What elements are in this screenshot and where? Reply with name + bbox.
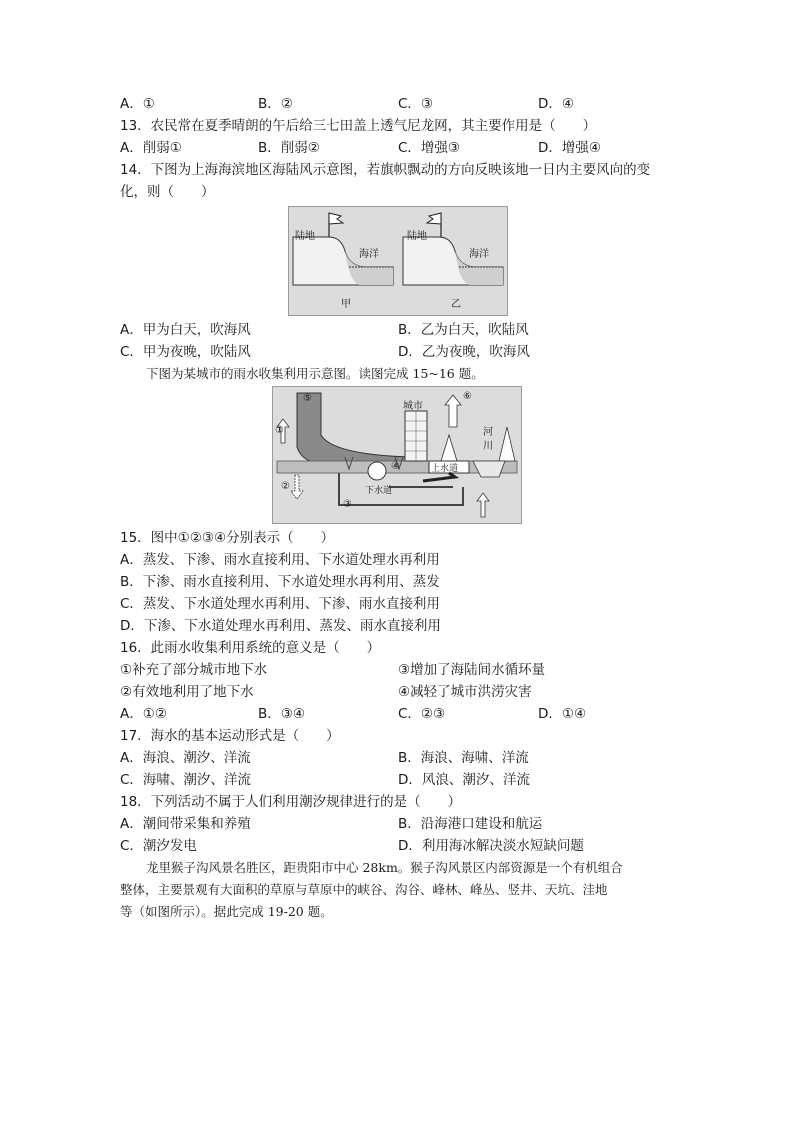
flag-jia-icon	[329, 213, 343, 224]
q16-option-c: C．②③	[398, 706, 446, 722]
q18-option-c: C．潮汐发电	[120, 838, 197, 854]
q14-stem-line1: 14．下图为上海海滨地区海陆风示意图，若旗帜飘动的方向反映该地一日内主要风向的变	[120, 162, 651, 178]
rain-collection-arrow	[297, 393, 413, 467]
rainwater-diagram	[273, 387, 521, 523]
flag-yi-icon	[427, 213, 441, 224]
label-lower-channel: 下水道	[365, 486, 393, 496]
tree-icon	[441, 435, 457, 461]
q14-stem-line2: 化，则（ ）	[120, 184, 215, 200]
q18-option-b: B．沿海港口建设和航运	[398, 816, 543, 832]
river-channel	[473, 461, 505, 477]
q17-option-c: C．海啸、潮汐、洋流	[120, 772, 251, 788]
q14-option-d: D．乙为夜晚，吹海风	[398, 344, 530, 360]
label-land-jia: 陆地	[295, 231, 315, 242]
label-upper-channel: 上水道	[431, 464, 459, 474]
storage-tank	[368, 462, 386, 480]
q16-item-3: ③增加了海陆间水循环量	[398, 662, 546, 678]
caption-yi: 乙	[451, 299, 461, 310]
q13-option-c: C．增强③	[398, 140, 461, 156]
q16-option-d: D．①④	[538, 706, 587, 722]
passage-19-20-line2: 整体，主要景观有大面积的草原与草原中的峡谷、沟谷、峰林、峰丛、竖井、天坑、洼地	[120, 882, 608, 897]
label-river-1: 河	[483, 427, 493, 438]
label-num-2: ②	[281, 481, 290, 492]
q17-option-d: D．风浪、潮汐、洋流	[398, 772, 530, 788]
label-city: 城市	[403, 401, 423, 412]
q16-item-1: ①补充了部分城市地下水	[120, 662, 268, 678]
q13-option-d: D．增强④	[538, 140, 601, 156]
label-sea-yi: 海洋	[469, 249, 489, 260]
label-river-2: 川	[483, 441, 493, 452]
q14-option-a: A．甲为白天，吹海风	[120, 322, 251, 338]
q16-item-4: ④减轻了城市洪涝灾害	[398, 684, 532, 700]
q17-option-b: B．海浪、海啸、洋流	[398, 750, 529, 766]
q13-stem: 13．农民常在夏季晴朗的午后给三七田盖上透气尼龙网，其主要作用是（ ）	[120, 118, 597, 134]
q14-option-c: C．甲为夜晚，吹陆风	[120, 344, 251, 360]
q12-option-c: C．③	[398, 96, 434, 112]
q15-option-b: B．下渗、雨水直接利用、下水道处理水再利用、蒸发	[120, 574, 440, 590]
q15-option-d: D．下渗、下水道处理水再利用、蒸发、雨水直接利用	[120, 618, 441, 634]
tree-icon	[499, 427, 515, 461]
q16-option-a: A．①②	[120, 706, 167, 722]
groundwater-up-arrow	[477, 493, 489, 517]
label-num-5: ⑤	[303, 393, 312, 404]
arrow-2-icon	[291, 475, 303, 499]
label-land-yi: 陆地	[407, 231, 427, 242]
label-num-3: ③	[343, 499, 352, 510]
rainwater-figure	[272, 386, 522, 524]
passage-19-20-line3: 等（如图所示）。据此完成 19-20 题。	[120, 904, 333, 919]
label-num-6: ⑥	[463, 391, 472, 402]
intro-15-16: 下图为某城市的雨水收集利用示意图。读图完成 15~16 题。	[146, 366, 484, 381]
q12-option-a: A．①	[120, 96, 155, 112]
q15-stem: 15．图中①②③④分别表示（ ）	[120, 530, 335, 546]
q15-option-a: A．蒸发、下渗、雨水直接利用、下水道处理水再利用	[120, 552, 440, 568]
q15-option-c: C．蒸发、下水道处理水再利用、下渗、雨水直接利用	[120, 596, 440, 612]
q18-option-a: A．潮间带采集和养殖	[120, 816, 251, 832]
q14-option-b: B．乙为白天，吹陆风	[398, 322, 529, 338]
q16-stem: 16．此雨水收集利用系统的意义是（ ）	[120, 640, 381, 656]
q18-option-d: D．利用海冰解决淡水短缺问题	[398, 838, 584, 854]
passage-19-20-line1: 龙里猴子沟风景名胜区，距贵阳市中心 28km。猴子沟风景区内部资源是一个有机组合	[146, 860, 623, 875]
q13-option-a: A．削弱①	[120, 140, 182, 156]
q16-item-2: ②有效地利用了地下水	[120, 684, 254, 700]
label-num-1: ①	[275, 425, 284, 436]
sea-land-breeze-figure	[288, 206, 508, 316]
q17-stem: 17．海水的基本运动形式是（ ）	[120, 728, 340, 744]
q12-option-d: D．④	[538, 96, 574, 112]
caption-jia: 甲	[341, 299, 351, 310]
evaporation-arrow	[445, 395, 461, 427]
q17-option-a: A．海浪、潮汐、洋流	[120, 750, 251, 766]
label-sea-jia: 海洋	[359, 249, 379, 260]
sea-land-breeze-diagram	[289, 207, 507, 315]
q13-option-b: B．削弱②	[258, 140, 320, 156]
q18-stem: 18．下列活动不属于人们利用潮汐规律进行的是（ ）	[120, 794, 462, 810]
label-num-4: ④	[391, 461, 400, 472]
flow-to-river-arrow	[423, 473, 455, 481]
q12-option-b: B．②	[258, 96, 293, 112]
q16-option-b: B．③④	[258, 706, 305, 722]
